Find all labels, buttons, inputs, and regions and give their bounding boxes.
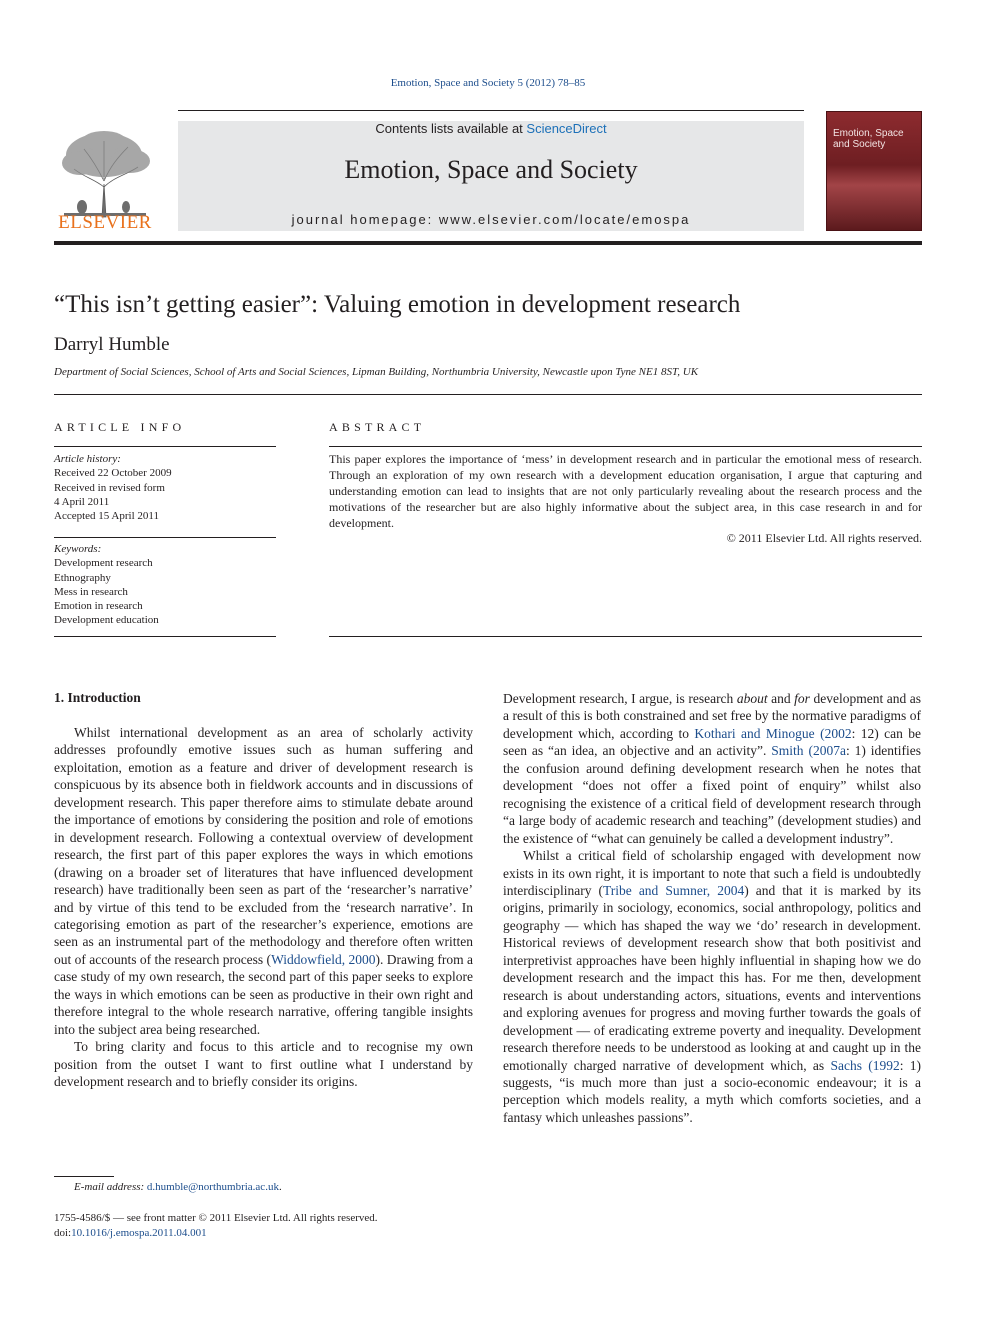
- paragraph-text: : 1) identifies the confusion around defining development research when he notes that development “does not offer a fixed point of enquiry” whilst also recognising the existence of a critical field of development research through “a large body of academic research and teaching” (development studies) and the existence of “what can genuinely be called a development industry”.: [503, 743, 921, 846]
- keywords-rule: [54, 537, 276, 538]
- paragraph: [54, 724, 473, 1038]
- abstract-bottom-rule: [329, 636, 922, 637]
- paragraph-text: Whilst international development as an area of scholarly activity addresses profoundly emotive issues such as human suffering and exploitation, emotion as a feature and driver of development research is conspicuous by its absence both in fieldwork accounts and in discussions of development research. This paper therefore aims to stimulate debate around the importance of emotions by considering the position and role of emotions in development research. Following a contextual overview of development research, the first part of this paper explores the ways in which emotions (drawing on a broader set of literatures that have influenced development research) have traditionally been seen as part of the ‘researcher’s narrative’ and by virtue of this tend to be excluded from the ‘research narrative’. In categorising emotion as part of the researcher’s experience, emotions are seen as an instrumental part of the methodology and therefore often written out of accounts of the research process (: [54, 725, 473, 967]
- keyword-item: Ethnography: [54, 571, 111, 584]
- paragraph-text: development and as a result of this is both constrained and set free by the normative paradigms of development which, according to: [503, 691, 922, 741]
- copyright-notice: © 2011 Elsevier Ltd. All rights reserved.: [726, 531, 922, 545]
- header-rule: [178, 110, 804, 111]
- journal-homepage[interactable]: journal homepage: www.elsevier.com/locate/emospa: [291, 212, 691, 227]
- contents-line: [178, 121, 804, 136]
- abstract-rule: [329, 446, 922, 447]
- abstract-text: This paper explores the importance of ‘mess’ in development research and in particular the emotional mess of research. Through an exploration of my own research with a development education organisation, I argue that capturing and understanding emotion can lead to insights that are not only particularly revealing about the research process and the motivations of the researcher but are also highly informative about the subject area, in this case research in and for development.: [329, 452, 922, 530]
- article-title: “This isn’t getting easier”: Valuing emotion in development research: [54, 291, 741, 318]
- citation-link[interactable]: Kothari and Minogue (2002: [694, 725, 852, 741]
- keywords-list: [54, 542, 276, 628]
- doi-line: [54, 1227, 207, 1239]
- doi-prefix: doi:: [54, 1227, 72, 1239]
- paragraph-text: : 12) can be seen as “an idea, an objective and an activity”.: [503, 725, 921, 759]
- emphasis: for: [794, 691, 810, 706]
- issn-line: 1755-4586/$ — see front matter © 2011 Elsevier Ltd. All rights reserved.: [54, 1212, 378, 1224]
- history-item: Accepted 15 April 2011: [54, 510, 159, 523]
- paragraph-text: : 1) suggests, “is much more than just a socio-economic endeavour; it is a perception which models reality, a myth which comforts societies, and a fantasy which unleashes passions”.: [503, 1057, 921, 1125]
- sciencedirect-link[interactable]: ScienceDirect: [526, 121, 607, 136]
- body-column-left: [54, 724, 473, 1091]
- citation-link[interactable]: Widdowfield, 2000: [271, 951, 376, 967]
- affiliation-divider: [54, 394, 922, 395]
- section-heading-introduction: 1. Introduction: [54, 690, 141, 705]
- abstract-label: ABSTRACT: [329, 420, 426, 434]
- article-info-rule: [54, 446, 276, 447]
- paragraph-text: ). Drawing from a case study of my own research, the second part of this paper seeks to explore the ways in which emotions can be seen as productive in their own right and therefore integral to the whole research narrative, offering tangible insights into the subject area being researched.: [54, 951, 473, 1037]
- footnote-rule: [54, 1176, 114, 1177]
- history-item: Received in revised form: [54, 481, 165, 494]
- footnote-period: .: [278, 1181, 282, 1193]
- history-item: 4 April 2011: [54, 495, 110, 508]
- citation-link[interactable]: Tribe and Sumner, 2004: [603, 882, 745, 898]
- journal-cover-thumbnail[interactable]: [826, 111, 922, 231]
- cover-title: Emotion, Space and Society: [833, 128, 904, 150]
- contents-prefix: Contents lists available at: [375, 121, 527, 136]
- citation-link[interactable]: Sachs (1992: [830, 1057, 900, 1073]
- keywords-heading: Keywords:: [54, 543, 102, 555]
- journal-citation[interactable]: Emotion, Space and Society 5 (2012) 78–85: [390, 77, 586, 89]
- article-info-label: ARTICLE INFO: [54, 420, 186, 434]
- email-label: E-mail address:: [74, 1181, 147, 1193]
- article-history: [54, 452, 276, 523]
- paragraph-text: Whilst a critical field of scholarship engaged with development now exists in its own right, it is important to note that such a field is undoubtedly interdisciplinary (: [503, 848, 921, 898]
- author-name[interactable]: Darryl Humble: [54, 334, 170, 355]
- article-history-heading: Article history:: [54, 453, 121, 465]
- email-link[interactable]: d.humble@northumbria.ac.uk: [146, 1181, 279, 1193]
- article-info-bottom-rule: [54, 636, 276, 637]
- keyword-item: Emotion in research: [54, 600, 143, 613]
- author-affiliation: Department of Social Sciences, School of Arts and Social Sciences, Lipman Building, Northumbria University, Newcastle upon Tyne NE1 8ST, UK: [54, 366, 699, 378]
- paragraph: To bring clarity and focus to this article and to recognise my own position from the outset I want to first outline what I understand by development research and to briefly consider its origins.: [54, 1039, 473, 1090]
- citation-link[interactable]: Smith (2007a: [771, 743, 846, 759]
- paragraph-text: and: [767, 691, 795, 706]
- paragraph: [503, 847, 921, 1126]
- paragraph-text: Development research, I argue, is research: [503, 691, 737, 706]
- email-footnote: [74, 1181, 282, 1193]
- doi-link[interactable]: 10.1016/j.emospa.2011.04.001: [71, 1227, 207, 1239]
- body-column-right: [503, 690, 921, 1126]
- paragraph-text: ) and that it is marked by its origins, primarily in sociology, economics, social anthropology, politics and geography — which has shaped the way we ‘do’ research in development. Historical reviews of development research show that both positivist and interpretivist approaches have been highly influential in shaping how we do development research and the impact this has. For me then, development research is about understanding actors, situations, events and interventions and exploring avenues for progress and moving further towards the goals of development — of eradicating extreme poverty and inequality. Development research therefore needs to be understood as looking at and caught up in the emotionally charged narrative of development which, as: [503, 882, 921, 1073]
- keyword-item: Development education: [54, 614, 159, 627]
- emphasis: about: [736, 691, 768, 706]
- paragraph: [503, 690, 921, 847]
- elsevier-wordmark: ELSEVIER: [58, 212, 152, 233]
- history-item: Received 22 October 2009: [54, 467, 172, 480]
- journal-title: Emotion, Space and Society: [344, 155, 638, 184]
- header-divider: [54, 241, 922, 245]
- keyword-item: Development research: [54, 557, 153, 570]
- keyword-item: Mess in research: [54, 585, 128, 598]
